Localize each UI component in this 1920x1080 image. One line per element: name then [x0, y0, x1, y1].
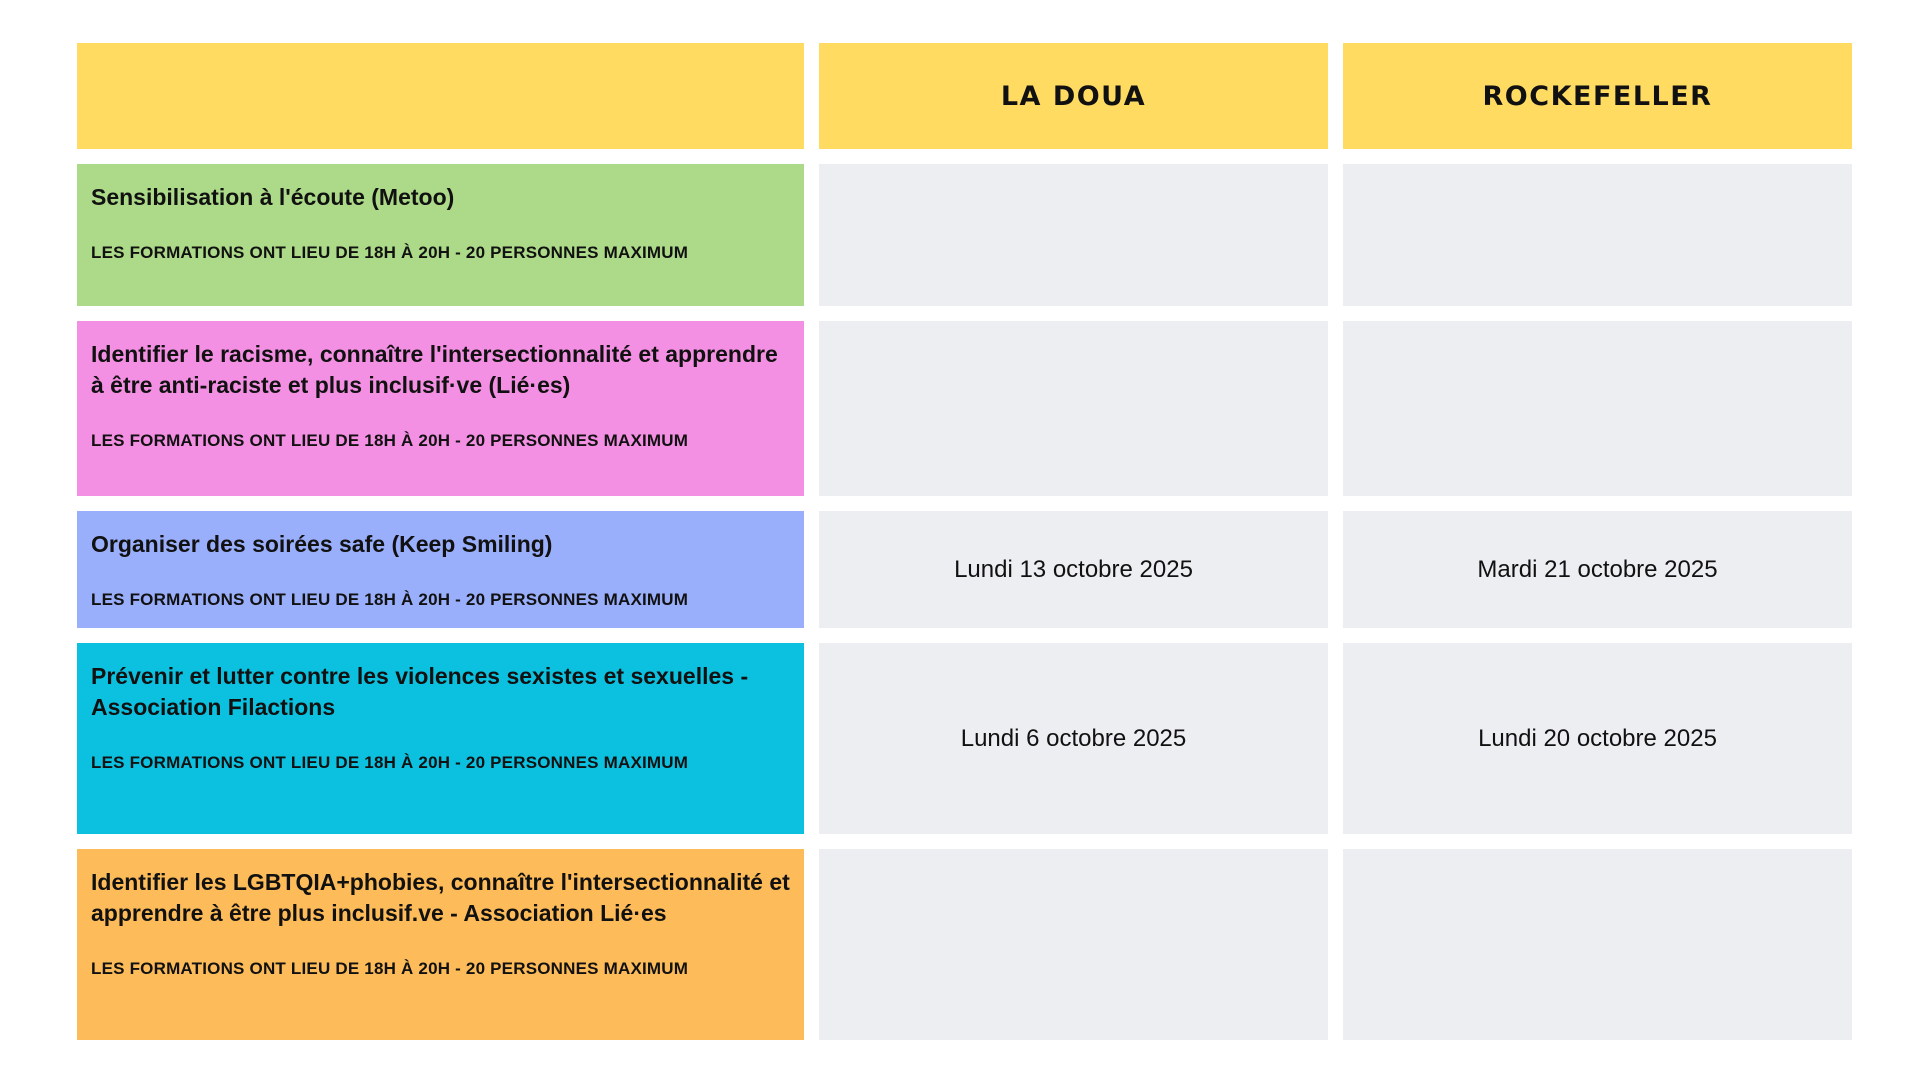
topic-title: Organiser des soirées safe (Keep Smiling)	[91, 531, 553, 557]
topic-note: LES FORMATIONS ONT LIEU DE 18H À 20H - 20 PERSONNES MAXIMUM	[91, 243, 689, 262]
date-text: Mardi 21 octobre 2025	[1477, 555, 1718, 583]
header-cell-la-doua	[819, 43, 1328, 149]
date-cell-rockefeller	[1343, 164, 1852, 306]
topic-title: Sensibilisation à l'écoute (Metoo)	[91, 184, 455, 210]
date-text: Lundi 6 octobre 2025	[960, 724, 1187, 752]
header-cell-rockefeller	[1343, 43, 1852, 149]
date-cell-la-doua	[819, 849, 1328, 1040]
date-text: Lundi 13 octobre 2025	[954, 555, 1193, 583]
topic-note: LES FORMATIONS ONT LIEU DE 18H À 20H - 20 PERSONNES MAXIMUM	[91, 590, 689, 609]
topic-note: LES FORMATIONS ONT LIEU DE 18H À 20H - 20 PERSONNES MAXIMUM	[91, 753, 689, 772]
training-schedule-table	[77, 43, 1852, 1040]
topic-cell-lgbtqia	[77, 849, 804, 1040]
topic-cell-violences	[77, 643, 804, 834]
date-cell-la-doua	[819, 511, 1328, 628]
date-cell-la-doua	[819, 164, 1328, 306]
topic-title: Identifier le racisme, connaître l'intersectionnalité et apprendre à être anti-raciste et plus inclusif·ve (Lié·es)	[91, 341, 778, 398]
date-cell-rockefeller	[1343, 511, 1852, 628]
topic-title: Identifier les LGBTQIA+phobies, connaître l'intersectionnalité et apprendre à être plus inclusif.ve - Association Lié·es	[91, 869, 790, 926]
topic-title: Prévenir et lutter contre les violences sexistes et sexuelles - Association Filactions	[91, 663, 749, 720]
date-text: Lundi 20 octobre 2025	[1478, 724, 1717, 752]
topic-cell-racisme	[77, 321, 804, 496]
date-cell-la-doua	[819, 643, 1328, 834]
topic-cell-soirees-safe	[77, 511, 804, 628]
column-header-rockefeller: ROCKEFELLER	[1482, 80, 1713, 112]
header-corner-cell	[77, 43, 804, 149]
date-cell-rockefeller	[1343, 321, 1852, 496]
date-cell-rockefeller	[1343, 849, 1852, 1040]
topic-note: LES FORMATIONS ONT LIEU DE 18H À 20H - 20 PERSONNES MAXIMUM	[91, 959, 689, 978]
date-cell-rockefeller	[1343, 643, 1852, 834]
topic-note: LES FORMATIONS ONT LIEU DE 18H À 20H - 20 PERSONNES MAXIMUM	[91, 431, 689, 450]
topic-cell-ecoute	[77, 164, 804, 306]
date-cell-la-doua	[819, 321, 1328, 496]
column-header-la-doua: LA DOUA	[1000, 80, 1147, 112]
